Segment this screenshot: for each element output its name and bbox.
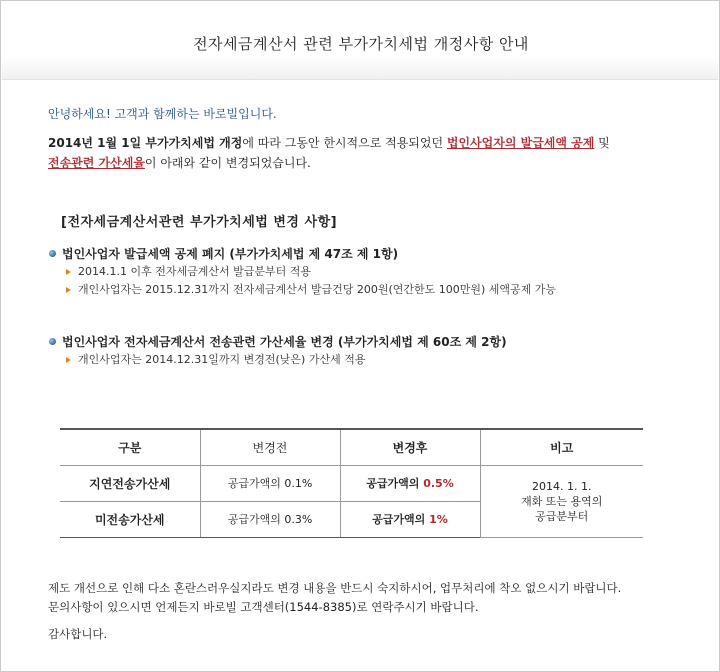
change-block-deduction (48, 245, 556, 299)
table-cell-after (340, 501, 480, 537)
table-cell-after (340, 465, 480, 501)
orange-triangle-arrow-icon (66, 287, 71, 293)
block-item-text: 개인사업자는 2015.12.31까지 전자세금계산서 발급건당 200원(연간한도 100만원) 세액공제 가능 (78, 283, 557, 296)
table-cell-category: 지연전송가산세 (60, 465, 200, 501)
penalty-rate-table (60, 428, 643, 538)
block-item-text: 2014.1.1 이후 전자세금계산서 발급분부터 적용 (78, 265, 311, 278)
after-prefix: 공급가액의 (366, 477, 424, 490)
intro-text-2: 및 (594, 136, 610, 150)
block-item (48, 263, 556, 281)
page-title: 전자세금계산서 관련 부가가치세법 개정사항 안내 (193, 35, 529, 53)
note-line: 재화 또는 용역의 (521, 494, 603, 508)
intro-law-revision: 2014년 1월 1일 부가가치세법 개정 (48, 136, 243, 150)
after-rate: 1% (429, 513, 448, 526)
intro-highlight-deduction: 법인사업자의 발급세액 공제 (446, 136, 595, 150)
block-item (48, 351, 507, 369)
intro-text-3: 이 아래와 같이 변경되었습니다. (144, 156, 311, 170)
table-header-note: 비고 (480, 429, 643, 465)
note-line: 공급분부터 (535, 509, 589, 523)
intro-highlight-penalty: 전송관련 가산세율 (48, 156, 145, 170)
table-header-row (60, 429, 643, 465)
change-block-penalty (48, 333, 507, 369)
block-heading (48, 333, 507, 351)
block-item-text: 개인사업자는 2014.12.31일까지 변경전(낮은) 가산세 적용 (78, 353, 366, 366)
table-header-before: 변경전 (200, 429, 340, 465)
section-title: [전자세금계산서관련 부가가치세법 변경 사항] (61, 215, 338, 230)
blue-dot-bullet-icon (49, 338, 56, 345)
block-heading-text: 법인사업자 발급세액 공제 폐지 (부가가치세법 제 47조 제 1항) (62, 247, 399, 261)
after-rate: 0.5% (423, 477, 454, 490)
notice-header (2, 2, 718, 80)
after-prefix: 공급가액의 (372, 513, 430, 526)
greeting-text: 안녕하세요! 고객과 함께하는 바로빌입니다. (48, 107, 277, 121)
table-header-category: 구분 (60, 429, 200, 465)
block-heading (48, 245, 556, 263)
intro-paragraph (48, 133, 688, 173)
block-item (48, 281, 556, 299)
table-cell-note (480, 465, 643, 537)
closing-line: 문의사항이 있으시면 언제든지 바로빌 고객센터(1544-8385)로 연락주시기 바랍니다. (48, 600, 479, 614)
table-cell-before: 공급가액의 0.3% (200, 501, 340, 537)
note-line: 2014. 1. 1. (532, 479, 592, 493)
blue-dot-bullet-icon (49, 250, 56, 257)
table-cell-category: 미전송가산세 (60, 501, 200, 537)
thanks-text: 감사합니다. (48, 627, 108, 641)
closing-paragraph (48, 579, 621, 617)
table-row (60, 465, 643, 501)
table-header-after: 변경후 (340, 429, 480, 465)
orange-triangle-arrow-icon (66, 269, 71, 275)
orange-triangle-arrow-icon (66, 357, 71, 363)
block-heading-text: 법인사업자 전자세금계산서 전송관련 가산세율 변경 (부가가치세법 제 60조 제 2항) (62, 335, 507, 349)
intro-text-1: 에 따라 그동안 한시적으로 적용되었던 (242, 136, 447, 150)
table-cell-before: 공급가액의 0.1% (200, 465, 340, 501)
closing-line: 제도 개선으로 인해 다소 혼란스러우실지라도 변경 내용을 반드시 숙지하시어, 업무처리에 착오 없으시기 바랍니다. (48, 581, 622, 595)
